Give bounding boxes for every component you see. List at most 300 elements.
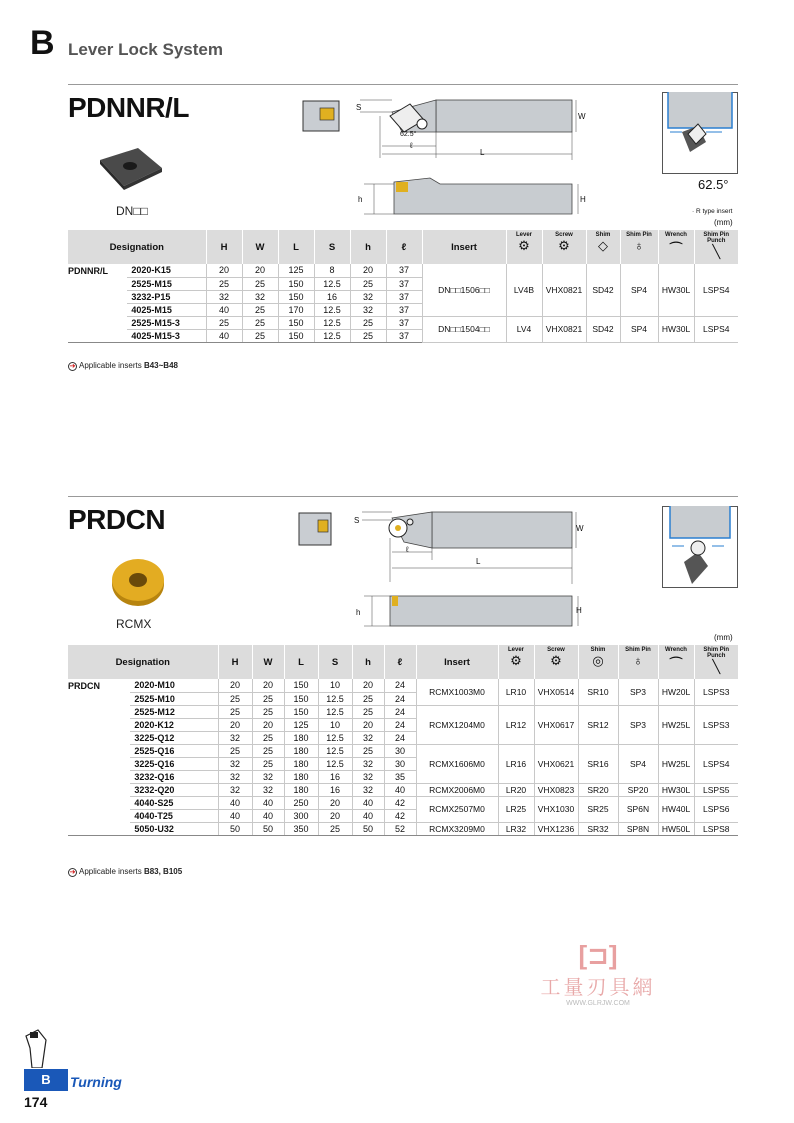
prdcn-spec-table	[68, 645, 738, 836]
dimension-cell: 32	[218, 783, 252, 796]
col-L: L	[284, 645, 318, 679]
dimension-cell: 40	[218, 809, 252, 822]
group-lever-cell: LV4B	[506, 264, 542, 316]
family-cell	[68, 822, 130, 835]
group-lever-cell: LR32	[498, 822, 534, 835]
dimension-cell: 40	[352, 796, 384, 809]
group-punch-cell: LSPS3	[694, 705, 738, 744]
col-shim-label: Shim	[590, 647, 606, 653]
group-shim-pin-cell: SP4	[620, 316, 658, 342]
prdcn-title: PRDCN	[68, 504, 166, 535]
group-lever-cell: LV4	[506, 316, 542, 342]
group-shim-pin-cell: SP6N	[618, 796, 658, 822]
group-lever-cell: LR16	[498, 744, 534, 783]
dimension-cell: 20	[252, 679, 284, 692]
group-insert-cell: RCMX1606M0	[416, 744, 498, 783]
dimension-cell: 32	[252, 783, 284, 796]
group-punch-cell: LSPS4	[694, 264, 738, 316]
shim-pin-icon: ♁	[634, 238, 644, 253]
table-row	[68, 679, 738, 692]
pdnnr-dim-ell: ℓ	[410, 141, 413, 150]
dimension-cell: 32	[352, 731, 384, 744]
footer-section-name: Turning	[70, 1074, 122, 1090]
dimension-cell: 20	[206, 264, 242, 277]
shim-pin-punch-icon: ╲	[712, 659, 721, 674]
family-cell	[68, 705, 130, 718]
col-shim-label: Shim	[595, 232, 611, 238]
col-h: h	[352, 645, 384, 679]
dimension-cell: 180	[284, 783, 318, 796]
group-wrench-cell: HW30L	[658, 264, 694, 316]
group-lever-cell: LR20	[498, 783, 534, 796]
table-header-row	[68, 645, 738, 679]
dimension-cell: 16	[314, 290, 350, 303]
family-cell	[68, 731, 130, 744]
dimension-cell: 150	[278, 329, 314, 342]
dimension-cell: 25	[218, 692, 252, 705]
watermark-url: WWW.GLRJW.COM	[566, 1000, 630, 1007]
prdcn-end-view	[298, 512, 332, 546]
table-row	[68, 822, 738, 835]
pdnnr-angle-label: 62.5°	[698, 177, 729, 192]
group-insert-cell: RCMX2006M0	[416, 783, 498, 796]
family-cell: PRDCN	[68, 680, 101, 691]
group-lever-cell: LR10	[498, 679, 534, 705]
col-shim	[578, 645, 618, 679]
dimension-cell: 25	[252, 705, 284, 718]
dimension-cell: 32	[218, 731, 252, 744]
col-shim-pin-label: Shim Pin	[626, 232, 652, 238]
dimension-cell: 32	[350, 290, 386, 303]
pdnnr-top-view	[352, 96, 592, 170]
group-punch-cell: LSPS8	[694, 822, 738, 835]
family-cell	[68, 783, 130, 796]
pdnnr-side-view	[360, 176, 592, 220]
wrench-icon: ⌒	[669, 656, 683, 671]
dimension-cell: 150	[278, 290, 314, 303]
shim-icon: ◎	[592, 653, 604, 668]
designation-cell: 3232-P15	[127, 290, 206, 303]
dimension-cell: 25	[206, 277, 242, 290]
col-lever	[498, 645, 534, 679]
dimension-cell: 16	[318, 770, 352, 783]
dimension-cell: 12.5	[318, 731, 352, 744]
group-shim-cell: SD42	[586, 264, 620, 316]
pdnnr-insert-label: DN□□	[116, 204, 148, 218]
dimension-cell: 12.5	[318, 705, 352, 718]
dimension-cell: 150	[278, 316, 314, 329]
dimension-cell: 150	[284, 679, 318, 692]
col-shim-pin-label: Shim Pin	[625, 647, 651, 653]
dimension-cell: 50	[218, 822, 252, 835]
table-row	[68, 705, 738, 718]
dimension-cell: 25	[352, 705, 384, 718]
dimension-cell: 20	[318, 809, 352, 822]
dimension-cell: 16	[318, 783, 352, 796]
group-wrench-cell: HW20L	[658, 679, 694, 705]
col-wrench	[658, 645, 694, 679]
family-cell: PDNNR/L	[68, 265, 108, 276]
group-lever-cell: LR25	[498, 796, 534, 822]
group-screw-cell: VHX0821	[542, 264, 586, 316]
family-cell	[68, 718, 130, 731]
note-label: Applicable inserts	[79, 361, 142, 370]
col-shim-pin	[618, 645, 658, 679]
col-lever-label: Lever	[507, 647, 524, 653]
group-punch-cell: LSPS5	[694, 783, 738, 796]
dimension-cell: 40	[352, 809, 384, 822]
prdcn-applicable-note	[68, 867, 182, 877]
turning-tool-icon	[22, 1026, 50, 1068]
dimension-cell: 300	[284, 809, 318, 822]
dimension-cell: 24	[384, 705, 416, 718]
col-h: h	[350, 230, 386, 264]
group-punch-cell: LSPS4	[694, 316, 738, 342]
pdnnr-r-type-note: · R type insert	[692, 208, 733, 215]
dimension-cell: 25	[218, 705, 252, 718]
group-screw-cell: VHX0514	[534, 679, 578, 705]
dimension-cell: 12.5	[314, 329, 350, 342]
col-ell: ℓ	[386, 230, 422, 264]
dimension-cell: 24	[384, 692, 416, 705]
designation-cell: 4040-T25	[130, 809, 218, 822]
dimension-cell: 40	[206, 329, 242, 342]
screw-icon: ⚙	[550, 653, 562, 668]
table-row	[68, 264, 738, 277]
dimension-cell: 25	[242, 329, 278, 342]
group-screw-cell: VHX0617	[534, 705, 578, 744]
pdnnr-end-view	[302, 100, 340, 132]
group-wrench-cell: HW30L	[658, 316, 694, 342]
prdcn-approach-detail	[662, 506, 738, 588]
dimension-cell: 20	[218, 718, 252, 731]
dimension-cell: 20	[252, 718, 284, 731]
prdcn-dim-w: W	[576, 524, 584, 533]
group-insert-cell: DN□□1506□□	[422, 264, 506, 316]
table-row	[68, 783, 738, 796]
dimension-cell: 20	[352, 718, 384, 731]
family-cell	[68, 329, 127, 342]
col-S: S	[314, 230, 350, 264]
group-insert-cell: RCMX2507M0	[416, 796, 498, 822]
group-punch-cell: LSPS3	[694, 679, 738, 705]
col-screw	[534, 645, 578, 679]
dimension-cell: 37	[386, 316, 422, 329]
prdcn-dim-s: S	[354, 516, 360, 525]
group-punch-cell: LSPS4	[694, 744, 738, 783]
dimension-cell: 42	[384, 796, 416, 809]
dimension-cell: 25	[218, 744, 252, 757]
group-insert-cell: DN□□1504□□	[422, 316, 506, 342]
dimension-cell: 25	[350, 316, 386, 329]
prdcn-dim-h: h	[356, 608, 361, 617]
note-value: B83, B105	[143, 867, 183, 876]
dimension-cell: 25	[242, 303, 278, 316]
col-H: H	[206, 230, 242, 264]
screw-icon: ⚙	[558, 238, 570, 253]
pdnnr-dim-H: H	[580, 195, 586, 204]
prdcn-mm-unit: (mm)	[714, 633, 733, 642]
watermark	[528, 940, 668, 1007]
table-row	[68, 316, 738, 329]
dimension-cell: 35	[384, 770, 416, 783]
col-shim-pin-punch	[694, 645, 738, 679]
prdcn-dim-l: L	[476, 557, 481, 566]
col-shim-pin-punch-label: Shim Pin Punch	[703, 232, 730, 244]
dimension-cell: 50	[352, 822, 384, 835]
col-ell: ℓ	[384, 645, 416, 679]
dimension-cell: 25	[252, 692, 284, 705]
dimension-cell: 32	[218, 757, 252, 770]
pdnnr-mm-unit: (mm)	[714, 218, 733, 227]
designation-cell: 2525-M10	[130, 692, 218, 705]
group-shim-cell: SR25	[578, 796, 618, 822]
pdnnr-dim-s: S	[356, 103, 362, 112]
pdnnr-applicable-note	[68, 361, 178, 371]
designation-cell: 5050-U32	[130, 822, 218, 835]
prdcn-insert-label: RCMX	[116, 617, 152, 631]
family-cell	[68, 290, 127, 303]
shim-pin-icon: ♁	[633, 653, 643, 668]
family-cell	[68, 316, 127, 329]
dimension-cell: 350	[284, 822, 318, 835]
col-shim-pin-punch	[694, 230, 738, 264]
dimension-cell: 32	[352, 783, 384, 796]
group-insert-cell: RCMX1003M0	[416, 679, 498, 705]
dimension-cell: 25	[242, 277, 278, 290]
designation-cell: 3232-Q20	[130, 783, 218, 796]
section-divider-middle	[68, 496, 738, 497]
dimension-cell: 32	[242, 290, 278, 303]
col-S: S	[318, 645, 352, 679]
designation-cell: 2020-M10	[130, 679, 218, 692]
dimension-cell: 25	[318, 822, 352, 835]
pdnnr-dim-h: h	[358, 195, 363, 204]
designation-cell: 2525-M15-3	[127, 316, 206, 329]
dimension-cell: 8	[314, 264, 350, 277]
dimension-cell: 25	[350, 329, 386, 342]
family-cell	[68, 277, 127, 290]
group-shim-cell: SR32	[578, 822, 618, 835]
col-designation: Designation	[68, 230, 206, 264]
dimension-cell: 12.5	[318, 744, 352, 757]
lever-icon: ⚙	[518, 238, 530, 253]
family-cell	[68, 770, 130, 783]
footer-section-badge: B	[24, 1069, 68, 1091]
col-H: H	[218, 645, 252, 679]
dimension-cell: 25	[252, 744, 284, 757]
dimension-cell: 40	[252, 809, 284, 822]
col-wrench-label: Wrench	[665, 647, 687, 653]
dimension-cell: 40	[252, 796, 284, 809]
dimension-cell: 20	[242, 264, 278, 277]
pdnnr-title: PDNNR/L	[68, 92, 189, 123]
group-screw-cell: VHX0823	[534, 783, 578, 796]
col-shim	[586, 230, 620, 264]
col-lever-label: Lever	[515, 232, 532, 238]
designation-cell: 3225-Q16	[130, 757, 218, 770]
dimension-cell: 52	[384, 822, 416, 835]
group-shim-pin-cell: SP3	[618, 679, 658, 705]
section-divider-top	[68, 84, 738, 85]
dimension-cell: 150	[284, 705, 318, 718]
group-wrench-cell: HW25L	[658, 705, 694, 744]
wrench-icon: ⌒	[669, 241, 683, 256]
prdcn-insert-image	[110, 556, 166, 608]
watermark-text: 工量刃具網	[540, 977, 656, 999]
family-cell	[68, 796, 130, 809]
dimension-cell: 180	[284, 770, 318, 783]
col-insert: Insert	[422, 230, 506, 264]
col-wrench-label: Wrench	[665, 232, 687, 238]
group-shim-cell: SR16	[578, 744, 618, 783]
pdnnr-angle-detail	[662, 92, 738, 174]
family-cell	[68, 303, 127, 316]
dimension-cell: 24	[384, 679, 416, 692]
col-W: W	[252, 645, 284, 679]
col-shim-pin-punch-label: Shim Pin Punch	[703, 647, 730, 659]
pdnnr-dim-angle: 62.5°	[400, 131, 417, 138]
group-screw-cell: VHX0821	[542, 316, 586, 342]
family-cell	[68, 757, 130, 770]
dimension-cell: 12.5	[318, 757, 352, 770]
dimension-cell: 25	[242, 316, 278, 329]
dimension-cell: 24	[384, 731, 416, 744]
group-lever-cell: LR12	[498, 705, 534, 744]
dimension-cell: 20	[352, 679, 384, 692]
group-shim-pin-cell: SP4	[618, 744, 658, 783]
col-screw-label: Screw	[547, 647, 565, 653]
dimension-cell: 20	[218, 679, 252, 692]
dimension-cell: 12.5	[314, 303, 350, 316]
dimension-cell: 42	[384, 809, 416, 822]
group-screw-cell: VHX1236	[534, 822, 578, 835]
dimension-cell: 180	[284, 744, 318, 757]
dimension-cell: 30	[384, 744, 416, 757]
dimension-cell: 20	[350, 264, 386, 277]
dimension-cell: 180	[284, 757, 318, 770]
dimension-cell: 30	[384, 757, 416, 770]
family-cell	[68, 692, 130, 705]
designation-cell: 2020-K15	[127, 264, 206, 277]
dimension-cell: 10	[318, 718, 352, 731]
group-shim-pin-cell: SP8N	[618, 822, 658, 835]
dimension-cell: 150	[284, 692, 318, 705]
designation-cell: 2525-M15	[127, 277, 206, 290]
pdnnr-dim-l: L	[480, 148, 485, 157]
prdcn-dim-H: H	[576, 606, 582, 615]
dimension-cell: 32	[218, 770, 252, 783]
lever-icon: ⚙	[510, 653, 522, 668]
arrow-icon: ➔	[69, 869, 76, 876]
prdcn-top-view	[352, 508, 592, 588]
dimension-cell: 37	[386, 290, 422, 303]
group-shim-cell: SR12	[578, 705, 618, 744]
dimension-cell: 25	[206, 316, 242, 329]
table-row	[68, 744, 738, 757]
group-shim-pin-cell: SP3	[618, 705, 658, 744]
col-designation: Designation	[68, 645, 218, 679]
arrow-icon: ➔	[69, 363, 76, 370]
designation-cell: 2020-K12	[130, 718, 218, 731]
dimension-cell: 37	[386, 303, 422, 316]
group-shim-cell: SR10	[578, 679, 618, 705]
designation-cell: 4025-M15	[127, 303, 206, 316]
designation-cell: 3232-Q16	[130, 770, 218, 783]
group-wrench-cell: HW40L	[658, 796, 694, 822]
col-wrench	[658, 230, 694, 264]
dimension-cell: 20	[318, 796, 352, 809]
dimension-cell: 32	[350, 303, 386, 316]
dimension-cell: 125	[284, 718, 318, 731]
dimension-cell: 25	[252, 731, 284, 744]
dimension-cell: 32	[352, 770, 384, 783]
dimension-cell: 37	[386, 277, 422, 290]
group-wrench-cell: HW50L	[658, 822, 694, 835]
dimension-cell: 25	[350, 277, 386, 290]
table-row	[68, 796, 738, 809]
dimension-cell: 32	[352, 757, 384, 770]
dimension-cell: 250	[284, 796, 318, 809]
section-letter: B	[30, 24, 55, 62]
col-screw	[542, 230, 586, 264]
dimension-cell: 32	[206, 290, 242, 303]
dimension-cell: 37	[386, 264, 422, 277]
prdcn-dim-ell: ℓ	[406, 545, 409, 554]
group-screw-cell: VHX1030	[534, 796, 578, 822]
col-shim-pin	[620, 230, 658, 264]
dimension-cell: 170	[278, 303, 314, 316]
dimension-cell: 25	[352, 692, 384, 705]
dimension-cell: 125	[278, 264, 314, 277]
dimension-cell: 40	[218, 796, 252, 809]
group-shim-cell: SD42	[586, 316, 620, 342]
designation-cell: 2525-Q16	[130, 744, 218, 757]
dimension-cell: 40	[384, 783, 416, 796]
group-wrench-cell: HW30L	[658, 783, 694, 796]
col-lever	[506, 230, 542, 264]
shim-icon: ◇	[598, 238, 608, 253]
dimension-cell: 180	[284, 731, 318, 744]
dimension-cell: 40	[206, 303, 242, 316]
dimension-cell: 12.5	[314, 277, 350, 290]
section-title: Lever Lock System	[68, 40, 223, 59]
note-label: Applicable inserts	[79, 867, 142, 876]
group-screw-cell: VHX0621	[534, 744, 578, 783]
col-W: W	[242, 230, 278, 264]
dimension-cell: 37	[386, 329, 422, 342]
table-header-row	[68, 230, 738, 264]
page-number: 174	[24, 1094, 48, 1110]
dimension-cell: 24	[384, 718, 416, 731]
group-wrench-cell: HW25L	[658, 744, 694, 783]
group-insert-cell: RCMX3209M0	[416, 822, 498, 835]
pdnnr-spec-table	[68, 230, 738, 343]
group-shim-pin-cell: SP20	[618, 783, 658, 796]
family-cell	[68, 744, 130, 757]
prdcn-side-view	[360, 592, 592, 632]
designation-cell: 4040-S25	[130, 796, 218, 809]
note-value: B43~B48	[143, 361, 178, 370]
dimension-cell: 25	[252, 757, 284, 770]
col-L: L	[278, 230, 314, 264]
col-insert: Insert	[416, 645, 498, 679]
dimension-cell: 12.5	[318, 692, 352, 705]
dimension-cell: 32	[252, 770, 284, 783]
group-punch-cell: LSPS6	[694, 796, 738, 822]
dimension-cell: 12.5	[314, 316, 350, 329]
col-screw-label: Screw	[555, 232, 573, 238]
